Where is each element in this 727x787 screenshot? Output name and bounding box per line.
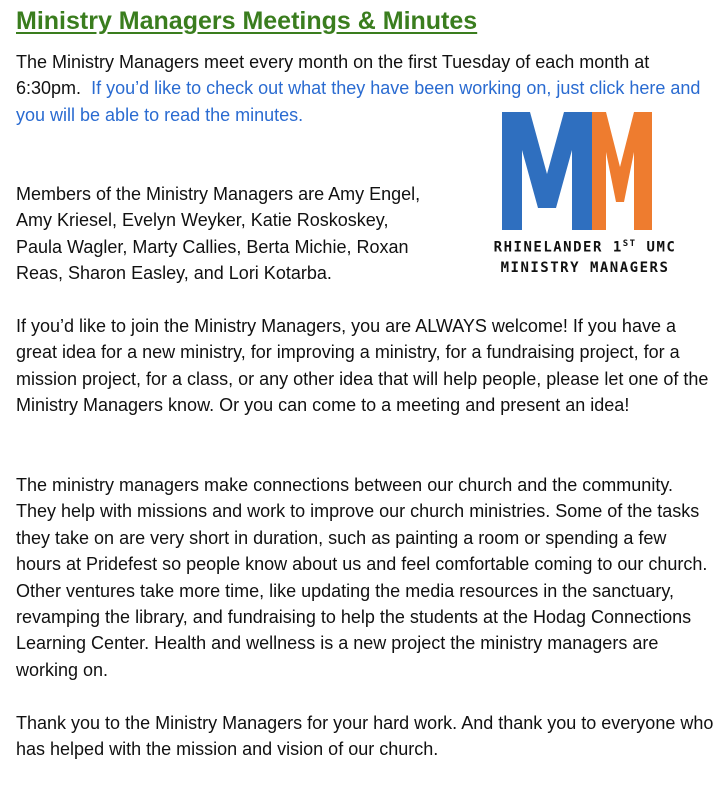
join-paragraph: If you’d like to join the Ministry Managers, you are ALWAYS welcome! If you have a great idea for a new ministry, for improving a ministry, for a fundraising project, for a mission project, for a class, or any other idea that will help people, please let one of the Ministry Managers know. Or you can come to a meeting and present an idea! bbox=[16, 316, 709, 416]
ministry-managers-logo bbox=[474, 112, 696, 280]
members-paragraph: Members of the Ministry Managers are Amy Engel, Amy Kriesel, Evelyn Weyker, Katie Roskoskey, Paula Wagler, Marty Callies, Berta Michie, Roxan Reas, Sharon Easley, and Lori Kotarba. bbox=[16, 184, 421, 284]
thanks-paragraph: Thank you to the Ministry Managers for your hard work. And thank you to everyone who has helped with the mission and vision of our church. bbox=[16, 713, 714, 760]
minutes-link[interactable]: If you’d like to check out what they have been working on, just click here and you will be able to read the minutes. bbox=[16, 78, 701, 125]
logo-orange-m bbox=[592, 112, 652, 230]
connections-paragraph: The ministry managers make connections between our church and the community. They help with missions and work to improve our church ministries. Some of the tasks they take on are very short in duration, such as painting a room or spending a few hours at Pridefest so people know about us and feel comfortable coming to our church. Other ventures take more time, like updating the media resources in the sanctuary, revamping the library, and fundraising to help the students at the Hodag Connections Learning Center. Health and wellness is a new project the ministry managers are working on. bbox=[16, 475, 708, 680]
logo-line1: RHINELANDER 1ST UMC bbox=[493, 239, 677, 256]
logo-line2: MINISTRY MANAGERS bbox=[500, 260, 670, 276]
intro-text: The Ministry Managers meet every month on the first Tuesday of each month at 6:30pm. bbox=[16, 52, 650, 99]
logo-blue-m bbox=[502, 112, 592, 230]
mm-logo-icon bbox=[502, 112, 652, 230]
page-title: Ministry Managers Meetings & Minutes bbox=[16, 7, 478, 35]
